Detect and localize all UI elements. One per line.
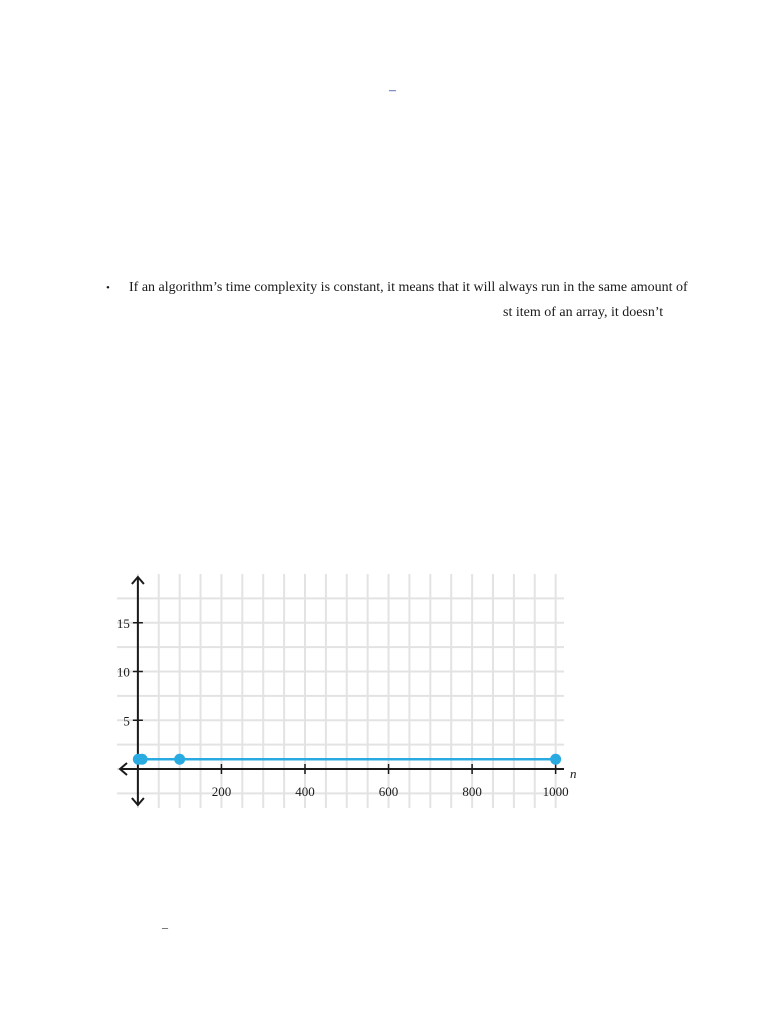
chart-axes [120, 577, 564, 805]
chart-grid [117, 574, 564, 808]
top-dash-mark: – [389, 83, 396, 98]
data-point [174, 754, 185, 765]
bullet-text: If an algorithm’s time complexity is constant, it means that it will always run in the same amount of [129, 280, 688, 295]
y-tick-label: 10 [116, 664, 130, 680]
x-tick-label: 200 [211, 784, 232, 799]
bottom-dash-mark: – [162, 920, 168, 934]
x-axis-label: n [570, 766, 577, 781]
chart-ticks [117, 616, 569, 799]
data-point [550, 754, 561, 765]
continuation-text: st item of an array, it doesn’t [503, 305, 664, 320]
x-tick-label: 1000 [542, 784, 569, 799]
x-tick-label: 800 [462, 784, 482, 799]
bullet-symbol: • [106, 282, 110, 294]
data-point [137, 754, 148, 765]
constant-time-chart [112, 568, 592, 816]
x-tick-label: 600 [378, 784, 399, 799]
x-tick-label: 400 [295, 784, 315, 799]
y-tick-label: 5 [123, 713, 130, 729]
y-tick-label: 15 [116, 615, 130, 631]
